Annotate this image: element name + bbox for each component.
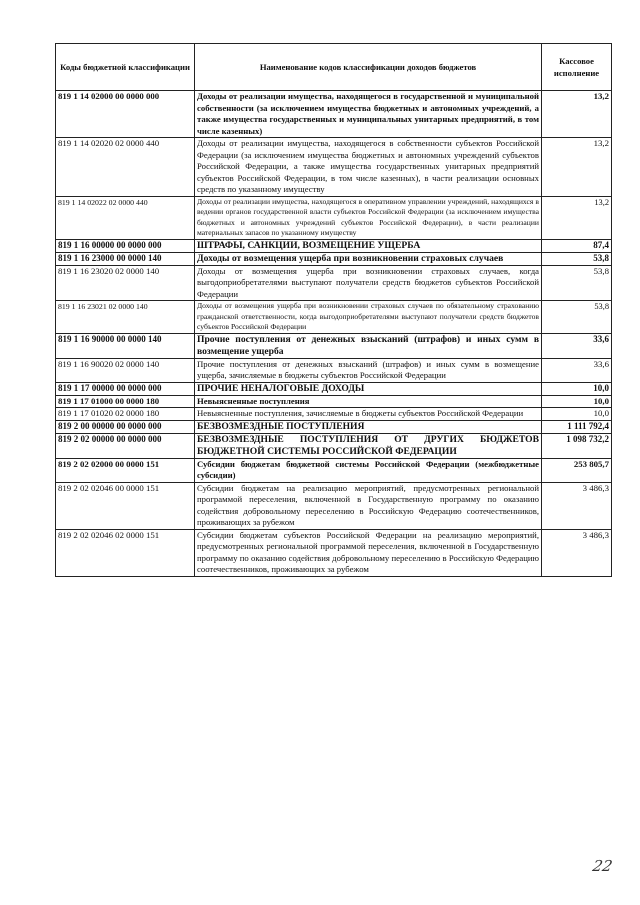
table-row — [56, 239, 612, 252]
row-amount: 13,2 — [542, 91, 612, 138]
row-amount: 253 805,7 — [542, 458, 612, 482]
table-row — [56, 420, 612, 433]
table-header-row — [56, 44, 612, 91]
table-row — [56, 358, 612, 382]
row-code: 819 1 16 23021 02 0000 140 — [56, 301, 195, 334]
row-code: 819 2 02 00000 00 0000 000 — [56, 433, 195, 458]
table-row — [56, 91, 612, 138]
row-amount: 3 486,3 — [542, 529, 612, 576]
row-amount: 1 111 792,4 — [542, 420, 612, 433]
row-amount: 1 098 732,2 — [542, 433, 612, 458]
row-amount: 53,8 — [542, 252, 612, 265]
table-row — [56, 333, 612, 358]
row-code: 819 1 17 01020 02 0000 180 — [56, 408, 195, 421]
table-row — [56, 482, 612, 529]
table-row — [56, 196, 612, 239]
row-code: 819 1 17 01000 00 0000 180 — [56, 395, 195, 408]
row-name: БЕЗВОЗМЕЗДНЫЕ ПОСТУПЛЕНИЯ — [195, 420, 542, 433]
row-code: 819 1 14 02022 02 0000 440 — [56, 196, 195, 239]
row-code: 819 1 14 02000 00 0000 000 — [56, 91, 195, 138]
row-name: Доходы от реализации имущества, находящегося в оперативном управлении учреждений, находящихся в ведении органов государственной власти субъектов Российской Федерации (за исключением имущества бюджетных и автономных учреждений субъектов Российской Федерации), в части реализации материальных запасов по указанному имуществу — [195, 196, 542, 239]
row-amount: 33,6 — [542, 333, 612, 358]
row-amount: 87,4 — [542, 239, 612, 252]
row-code: 819 2 00 00000 00 0000 000 — [56, 420, 195, 433]
row-name: БЕЗВОЗМЕЗДНЫЕ ПОСТУПЛЕНИЯ ОТ ДРУГИХ БЮДЖЕТОВ БЮДЖЕТНОЙ СИСТЕМЫ РОССИЙСКОЙ ФЕДЕРАЦИИ — [195, 433, 542, 458]
row-name: Доходы от возмещения ущерба при возникновении страховых случаев — [195, 252, 542, 265]
row-code: 819 1 16 00000 00 0000 000 — [56, 239, 195, 252]
row-name: Доходы от возмещения ущерба при возникновении страховых случаев по обязательному страхованию гражданской ответственности, когда выгодоприобретателями выступают получатели средств бюджетов субъектов Российской Федерации — [195, 301, 542, 334]
row-amount: 10,0 — [542, 395, 612, 408]
row-name: Невыясненные поступления — [195, 395, 542, 408]
row-code: 819 1 16 23000 00 0000 140 — [56, 252, 195, 265]
row-amount: 10,0 — [542, 382, 612, 395]
row-code: 819 1 16 90020 02 0000 140 — [56, 358, 195, 382]
row-name: ПРОЧИЕ НЕНАЛОГОВЫЕ ДОХОДЫ — [195, 382, 542, 395]
row-code: 819 1 17 00000 00 0000 000 — [56, 382, 195, 395]
table-row — [56, 252, 612, 265]
row-name: Субсидии бюджетам бюджетной системы Российской Федерации (межбюджетные субсидии) — [195, 458, 542, 482]
header-codes: Коды бюджетной классификации — [56, 44, 195, 91]
table-row — [56, 433, 612, 458]
table-row — [56, 138, 612, 197]
table-row — [56, 382, 612, 395]
row-amount: 33,6 — [542, 358, 612, 382]
page-number: 22 — [591, 857, 615, 875]
row-name: Доходы от возмещения ущерба при возникновении страховых случаев, когда выгодоприобретателями выступают получатели средств бюджетов субъектов Российской Федерации — [195, 265, 542, 301]
row-amount: 13,2 — [542, 196, 612, 239]
row-name: Субсидии бюджетам субъектов Российской Федерации на реализацию мероприятий, предусмотренных региональной программой переселения, включенной в Государственную программу по оказанию содействия добровольному переселению в Российскую Федерацию соотечественников, проживающих за рубежом — [195, 529, 542, 576]
row-amount: 10,0 — [542, 408, 612, 421]
row-name: Доходы от реализации имущества, находящегося в государственной и муниципальной собственности (за исключением имущества бюджетных и автономных учреждений, а также имущества государственных и муниципальных унитарных предприятий, в том числе казенных) — [195, 91, 542, 138]
row-name: Невыясненные поступления, зачисляемые в бюджеты субъектов Российской Федерации — [195, 408, 542, 421]
table-row — [56, 408, 612, 421]
row-name: Доходы от реализации имущества, находящегося в собственности субъектов Российской Федерации (за исключением имущества бюджетных и автономных учреждений субъектов Российской Федерации, а также имущества государственных унитарных предприятий субъектов Российской Федерации, в том числе казенных), в части реализации основных средств по указанному имуществу — [195, 138, 542, 197]
header-name: Наименование кодов классификации доходов бюджетов — [195, 44, 542, 91]
table-row — [56, 265, 612, 301]
row-code: 819 1 16 90000 00 0000 140 — [56, 333, 195, 358]
row-code: 819 2 02 02046 02 0000 151 — [56, 529, 195, 576]
header-amount: Кассовое исполнение — [542, 44, 612, 91]
row-amount: 13,2 — [542, 138, 612, 197]
table-row — [56, 301, 612, 334]
row-name: Прочие поступления от денежных взысканий (штрафов) и иных сумм в возмещение ущерба, зачисляемые в бюджеты субъектов Российской Федерации — [195, 358, 542, 382]
row-code: 819 1 14 02020 02 0000 440 — [56, 138, 195, 197]
table-row — [56, 529, 612, 576]
row-amount: 3 486,3 — [542, 482, 612, 529]
row-amount: 53,8 — [542, 301, 612, 334]
row-name: Прочие поступления от денежных взысканий (штрафов) и иных сумм в возмещение ущерба — [195, 333, 542, 358]
row-code: 819 2 02 02046 00 0000 151 — [56, 482, 195, 529]
row-amount: 53,8 — [542, 265, 612, 301]
table-row — [56, 395, 612, 408]
row-code: 819 2 02 02000 00 0000 151 — [56, 458, 195, 482]
budget-revenue-table — [55, 43, 612, 577]
row-name: ШТРАФЫ, САНКЦИИ, ВОЗМЕЩЕНИЕ УЩЕРБА — [195, 239, 542, 252]
row-code: 819 1 16 23020 02 0000 140 — [56, 265, 195, 301]
table-row — [56, 458, 612, 482]
row-name: Субсидии бюджетам на реализацию мероприятий, предусмотренных региональной программой переселения, включенной в Государственную программу по оказанию содействия добровольному переселению в Российскую Федерацию соотечественников, проживающих за рубежом — [195, 482, 542, 529]
